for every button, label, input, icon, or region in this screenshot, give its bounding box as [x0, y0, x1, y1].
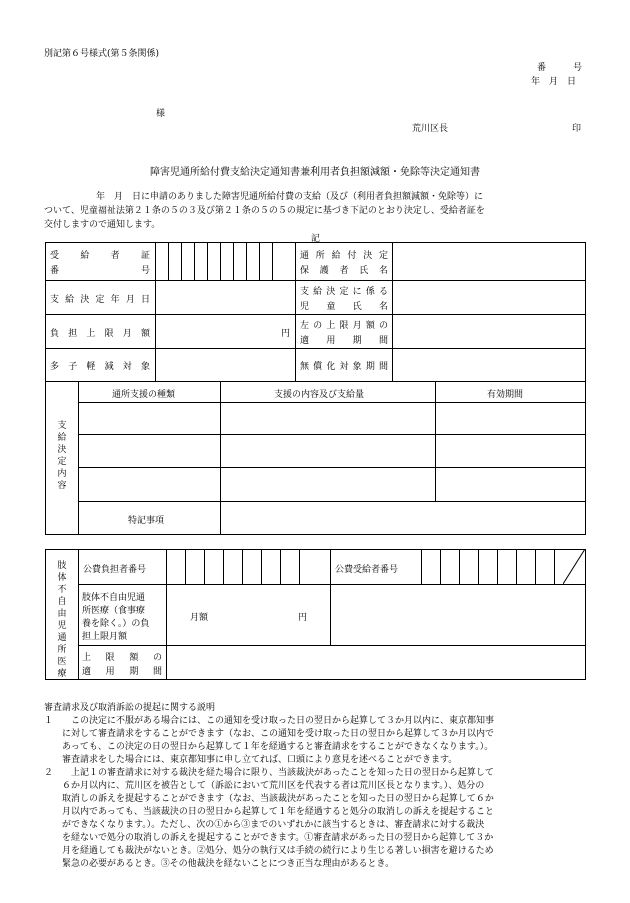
intro-line-2: ついて、児童福祉法第２１条の５の３及び第２１条の５の５の規定に基づき下記のとおり決定し、受給者証を	[44, 206, 485, 216]
explanation-line: を経ないで処分の取消しの訴えを提起することができます。①審査請求があった日の翌日から起算して３か	[44, 833, 494, 843]
recipient-no-label-1: 受 給 者 証	[50, 251, 150, 261]
recipient-no-label-2: 番 号	[50, 266, 150, 276]
explanation-body	[44, 715, 604, 871]
medical-cap-label-1: 肢体不自由児通	[82, 593, 146, 603]
date-label: 年 月 日	[531, 77, 577, 87]
payer-no-label: 公費負担者番号	[83, 565, 147, 575]
medical-period-label-2: 適 用 期 間	[82, 667, 162, 677]
medical-cap-label-2: 所医療（食事療	[82, 606, 146, 616]
yen-unit: 円	[281, 329, 291, 339]
seal-mark: 印	[572, 124, 582, 134]
free-period-label: 無償化対象期間	[300, 362, 388, 372]
explanation-line: 取消しの訴えを提起することができます（なお、当該裁決があったことを知った日の翌日から起算して６か	[44, 794, 494, 804]
number-label: 番 号	[537, 63, 583, 73]
content-vertical-label: 支給決定内容	[57, 421, 67, 491]
col-content-header: 支援の内容及び支給量	[274, 390, 365, 400]
explanation-line: に対して審査請求をすることができます（なお、この通知を受け取った日の翌日から起算して３か月以内で	[44, 729, 495, 739]
medical-period-label-1: 上 限 額 の	[82, 653, 162, 663]
medical-vertical-label: 肢体不自由児通所医療	[57, 561, 67, 679]
document-title: 障害児通所給付費支給決定通知書兼利用者負担額減額・免除等決定通知書	[150, 167, 480, 178]
explanation-line: 月を経過しても裁決がないとき。②処分、処分の執行又は手続の続行により生じる著しい損害を避けるため	[44, 846, 494, 856]
notes-label: 特記事項	[128, 516, 165, 526]
addressee-suffix: 様	[156, 109, 166, 119]
period-label-2: 適 用 期 間	[300, 336, 388, 346]
ki-mark: 記	[311, 234, 321, 244]
monthly-label: 月額	[190, 613, 209, 623]
explanation-heading: 審査請求及び取消訴訟の提起に関する説明	[44, 703, 216, 713]
medical-cap-label-4: 担上限月額	[82, 632, 128, 642]
multi-child-label: 多子軽減対象	[50, 362, 150, 372]
guardian-label-1: 通所給付決定	[300, 251, 388, 261]
col-type-header: 通所支援の種類	[112, 390, 176, 400]
child-label-1: 支給決定に係る	[300, 287, 388, 297]
explanation-line: あっても、この決定の日の翌日から起算して１年を経過すると審査請求をすることができなくなります。）。	[44, 742, 494, 752]
form-label: 別記第６号様式(第５条関係)	[44, 49, 160, 59]
explanation-line: ２ 上記１の審査請求に対する裁決を経た場合に限り、当該裁決があったことを知った日の翌日から起算して	[44, 768, 494, 778]
child-label-2: 児 童 氏 名	[300, 302, 388, 312]
cap-amount-label: 負担上限月額	[50, 329, 150, 339]
explanation-line: 月以内であっても、当該裁決の日の翌日から起算して１年を経過すると処分の取消しの訴えを提起すること	[44, 807, 494, 817]
intro-line-1: 年 月 日に申請のありました障害児通所給付費の支給（及び（利用者負担額減額・免除等）に	[96, 192, 484, 202]
medical-recipient-no-label: 公費受給者番号	[335, 565, 399, 575]
explanation-line: １ この決定に不服がある場合には、この通知を受け取った日の翌日から起算して３か月以内に、東京都知事	[44, 716, 495, 726]
medical-cap-label-3: 養を除く。）の負	[82, 619, 150, 629]
issuer: 荒川区長	[412, 124, 449, 134]
intro-line-3: 交付しますので通知します。	[44, 220, 161, 230]
period-label-1: 左の上限月額の	[300, 321, 388, 331]
explanation-line: 審査請求をした場合には、東京都知事に申し立てれば、口頭により意見を述べることができます。	[44, 755, 458, 765]
explanation-line: 緊急の必要があるとき。③その他裁決を経ないことにつき正当な理由があるとき。	[44, 859, 395, 869]
medical-yen-unit: 円	[298, 613, 308, 623]
explanation-line: ができなくなります。）。ただし、次の①から③までのいずれかに該当するときは、審査請求に対する裁決	[44, 820, 485, 830]
guardian-label-2: 保護者氏名	[300, 266, 388, 276]
decision-date-label: 支給決定年月日	[50, 295, 150, 305]
diagonal-slash	[563, 549, 586, 584]
explanation-line: ６か月以内に、荒川区を被告として（訴訟において荒川区を代表する者は荒川区長となります。）、処分の	[44, 781, 485, 791]
col-valid-header: 有効期間	[487, 390, 524, 400]
